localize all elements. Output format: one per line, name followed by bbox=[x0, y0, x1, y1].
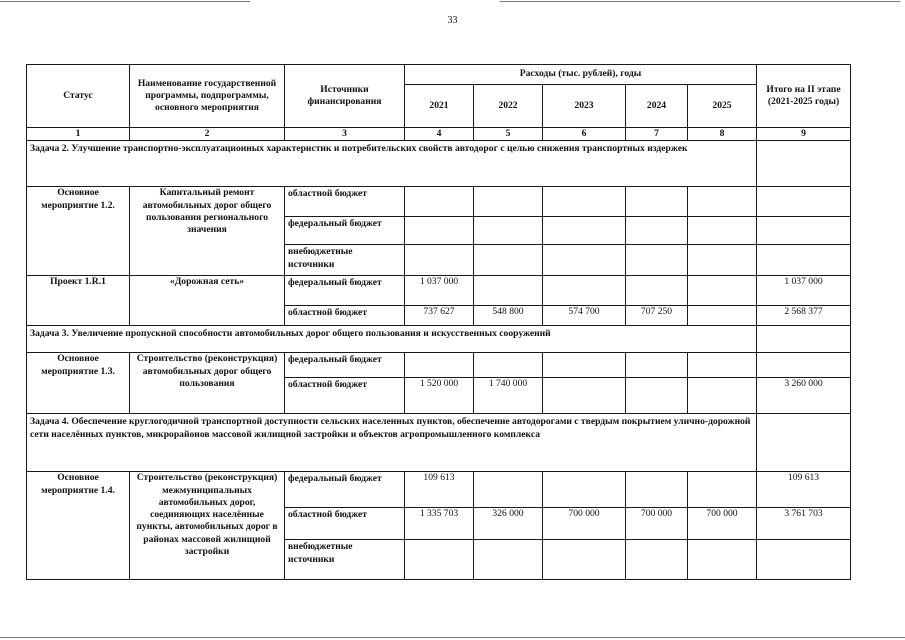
task-row bbox=[27, 141, 851, 187]
m12-name: Капитальный ремонт автомобильных дорог общего пользования регионального значения bbox=[130, 187, 285, 276]
source-cell: областной бюджет bbox=[285, 508, 405, 540]
value-2023 bbox=[543, 276, 626, 306]
m12-status: Основное мероприятие 1.2. bbox=[27, 187, 130, 276]
task-2-total-cell bbox=[757, 141, 851, 187]
value-2021 bbox=[405, 540, 474, 580]
p1r1-status: Проект 1.R.1 bbox=[27, 276, 130, 326]
column-number: 8 bbox=[688, 128, 757, 141]
header-name: Наименование государственной программы, подпрограммы, основного мероприятия bbox=[130, 65, 285, 128]
header-status: Статус bbox=[27, 65, 130, 128]
column-number: 5 bbox=[474, 128, 543, 141]
value-2022 bbox=[474, 217, 543, 245]
value-2021: 1 037 000 bbox=[405, 276, 474, 306]
value-2024 bbox=[626, 276, 688, 306]
header-expenses: Расходы (тыс. рублей), годы bbox=[405, 65, 757, 85]
value-total bbox=[757, 217, 851, 245]
column-number: 6 bbox=[543, 128, 626, 141]
value-total bbox=[757, 540, 851, 580]
m13-status: Основное мероприятие 1.3. bbox=[27, 353, 130, 414]
value-total bbox=[757, 187, 851, 217]
value-2024 bbox=[626, 245, 688, 276]
value-total: 1 037 000 bbox=[757, 276, 851, 306]
value-2025 bbox=[688, 245, 757, 276]
value-2025 bbox=[688, 187, 757, 217]
value-2023 bbox=[543, 540, 626, 580]
header-year: 2025 bbox=[688, 85, 757, 128]
scan-line-top-left bbox=[0, 1, 250, 2]
value-2025 bbox=[688, 217, 757, 245]
value-2023: 574 700 bbox=[543, 306, 626, 326]
source-cell: областной бюджет bbox=[285, 187, 405, 217]
column-number: 9 bbox=[757, 128, 851, 141]
value-2023 bbox=[543, 217, 626, 245]
task-3-heading: Задача 3. Увеличение пропускной способности автомобильных дорог общего пользования и искусственных сооружений bbox=[27, 326, 757, 353]
task-4-total-cell bbox=[757, 414, 851, 472]
value-2025: 700 000 bbox=[688, 508, 757, 540]
value-total: 3 260 000 bbox=[757, 378, 851, 414]
budget-table bbox=[26, 64, 851, 580]
task-row bbox=[27, 326, 851, 353]
column-number: 1 bbox=[27, 128, 130, 141]
value-2022 bbox=[474, 353, 543, 378]
value-2021 bbox=[405, 217, 474, 245]
header-year: 2021 bbox=[405, 85, 474, 128]
value-2021: 109 613 bbox=[405, 472, 474, 508]
header-row-1 bbox=[27, 65, 851, 85]
source-cell: областной бюджет bbox=[285, 378, 405, 414]
m13-name: Строительство (реконструкция) автомобильных дорог общего пользования bbox=[130, 353, 285, 414]
table-row bbox=[27, 353, 851, 378]
task-4-heading: Задача 4. Обеспечение круглогодичной транспортной доступности сельских населенных пунктов, обеспечение автодорогами с твердым покрытием улично-дорожной сети населённых пунктов, микрорайонов массовой жилищной застройки и объектов агропромышленного комплекса bbox=[27, 414, 757, 472]
value-total bbox=[757, 353, 851, 378]
value-2024 bbox=[626, 353, 688, 378]
value-total bbox=[757, 245, 851, 276]
m14-status: Основное мероприятие 1.4. bbox=[27, 472, 130, 580]
table-row bbox=[27, 472, 851, 508]
value-total: 2 568 377 bbox=[757, 306, 851, 326]
p1r1-name: «Дорожная сеть» bbox=[130, 276, 285, 326]
column-number-row bbox=[27, 128, 851, 141]
value-2021 bbox=[405, 353, 474, 378]
column-number: 2 bbox=[130, 128, 285, 141]
column-number: 3 bbox=[285, 128, 405, 141]
column-number: 4 bbox=[405, 128, 474, 141]
header-total: Итого на II этапе (2021-2025 годы) bbox=[757, 65, 851, 128]
header-year: 2022 bbox=[474, 85, 543, 128]
value-2025 bbox=[688, 378, 757, 414]
value-2023 bbox=[543, 245, 626, 276]
table-row bbox=[27, 276, 851, 306]
value-2021: 1 520 000 bbox=[405, 378, 474, 414]
source-cell: федеральный бюджет bbox=[285, 472, 405, 508]
scan-line-top-right bbox=[500, 1, 900, 2]
header-year: 2023 bbox=[543, 85, 626, 128]
value-total: 109 613 bbox=[757, 472, 851, 508]
value-2023: 700 000 bbox=[543, 508, 626, 540]
value-2025 bbox=[688, 472, 757, 508]
value-2021: 1 335 703 bbox=[405, 508, 474, 540]
task-3-total-cell bbox=[757, 326, 851, 353]
value-2022: 1 740 000 bbox=[474, 378, 543, 414]
source-cell: внебюджетные источники bbox=[285, 540, 405, 580]
value-2022: 326 000 bbox=[474, 508, 543, 540]
value-2022 bbox=[474, 540, 543, 580]
source-cell: федеральный бюджет bbox=[285, 217, 405, 245]
value-2025 bbox=[688, 540, 757, 580]
header-sources: Источники финансирования bbox=[285, 65, 405, 128]
header-year: 2024 bbox=[626, 85, 688, 128]
value-2022 bbox=[474, 276, 543, 306]
task-row bbox=[27, 414, 851, 472]
task-2-heading: Задача 2. Улучшение транспортно-эксплуатационных характеристик и потребительских свойств автодорог с целью снижения транспортных издержек bbox=[27, 141, 757, 187]
value-2024: 707 250 bbox=[626, 306, 688, 326]
value-2025 bbox=[688, 306, 757, 326]
value-2024: 700 000 bbox=[626, 508, 688, 540]
value-2022: 548 800 bbox=[474, 306, 543, 326]
column-number: 7 bbox=[626, 128, 688, 141]
value-2023 bbox=[543, 187, 626, 217]
value-2024 bbox=[626, 187, 688, 217]
value-total: 3 761 703 bbox=[757, 508, 851, 540]
value-2024 bbox=[626, 540, 688, 580]
value-2021 bbox=[405, 187, 474, 217]
value-2023 bbox=[543, 353, 626, 378]
value-2023 bbox=[543, 472, 626, 508]
value-2023 bbox=[543, 378, 626, 414]
value-2024 bbox=[626, 378, 688, 414]
value-2022 bbox=[474, 472, 543, 508]
value-2024 bbox=[626, 217, 688, 245]
value-2025 bbox=[688, 353, 757, 378]
value-2021: 737 627 bbox=[405, 306, 474, 326]
value-2022 bbox=[474, 187, 543, 217]
source-cell: областной бюджет bbox=[285, 306, 405, 326]
page-number: 33 bbox=[447, 15, 458, 26]
scan-line-bottom bbox=[0, 637, 905, 638]
value-2022 bbox=[474, 245, 543, 276]
value-2024 bbox=[626, 472, 688, 508]
value-2025 bbox=[688, 276, 757, 306]
source-cell: федеральный бюджет bbox=[285, 276, 405, 306]
source-cell: внебюджетные источники bbox=[285, 245, 405, 276]
m14-name: Строительство (реконструкция) межмуниципальных автомобильных дорог, соединяющих населённые пункты, автомобильных дорог в районах массовой жилищной застройки bbox=[130, 472, 285, 580]
value-2021 bbox=[405, 245, 474, 276]
source-cell: федеральный бюджет bbox=[285, 353, 405, 378]
table-row bbox=[27, 187, 851, 217]
